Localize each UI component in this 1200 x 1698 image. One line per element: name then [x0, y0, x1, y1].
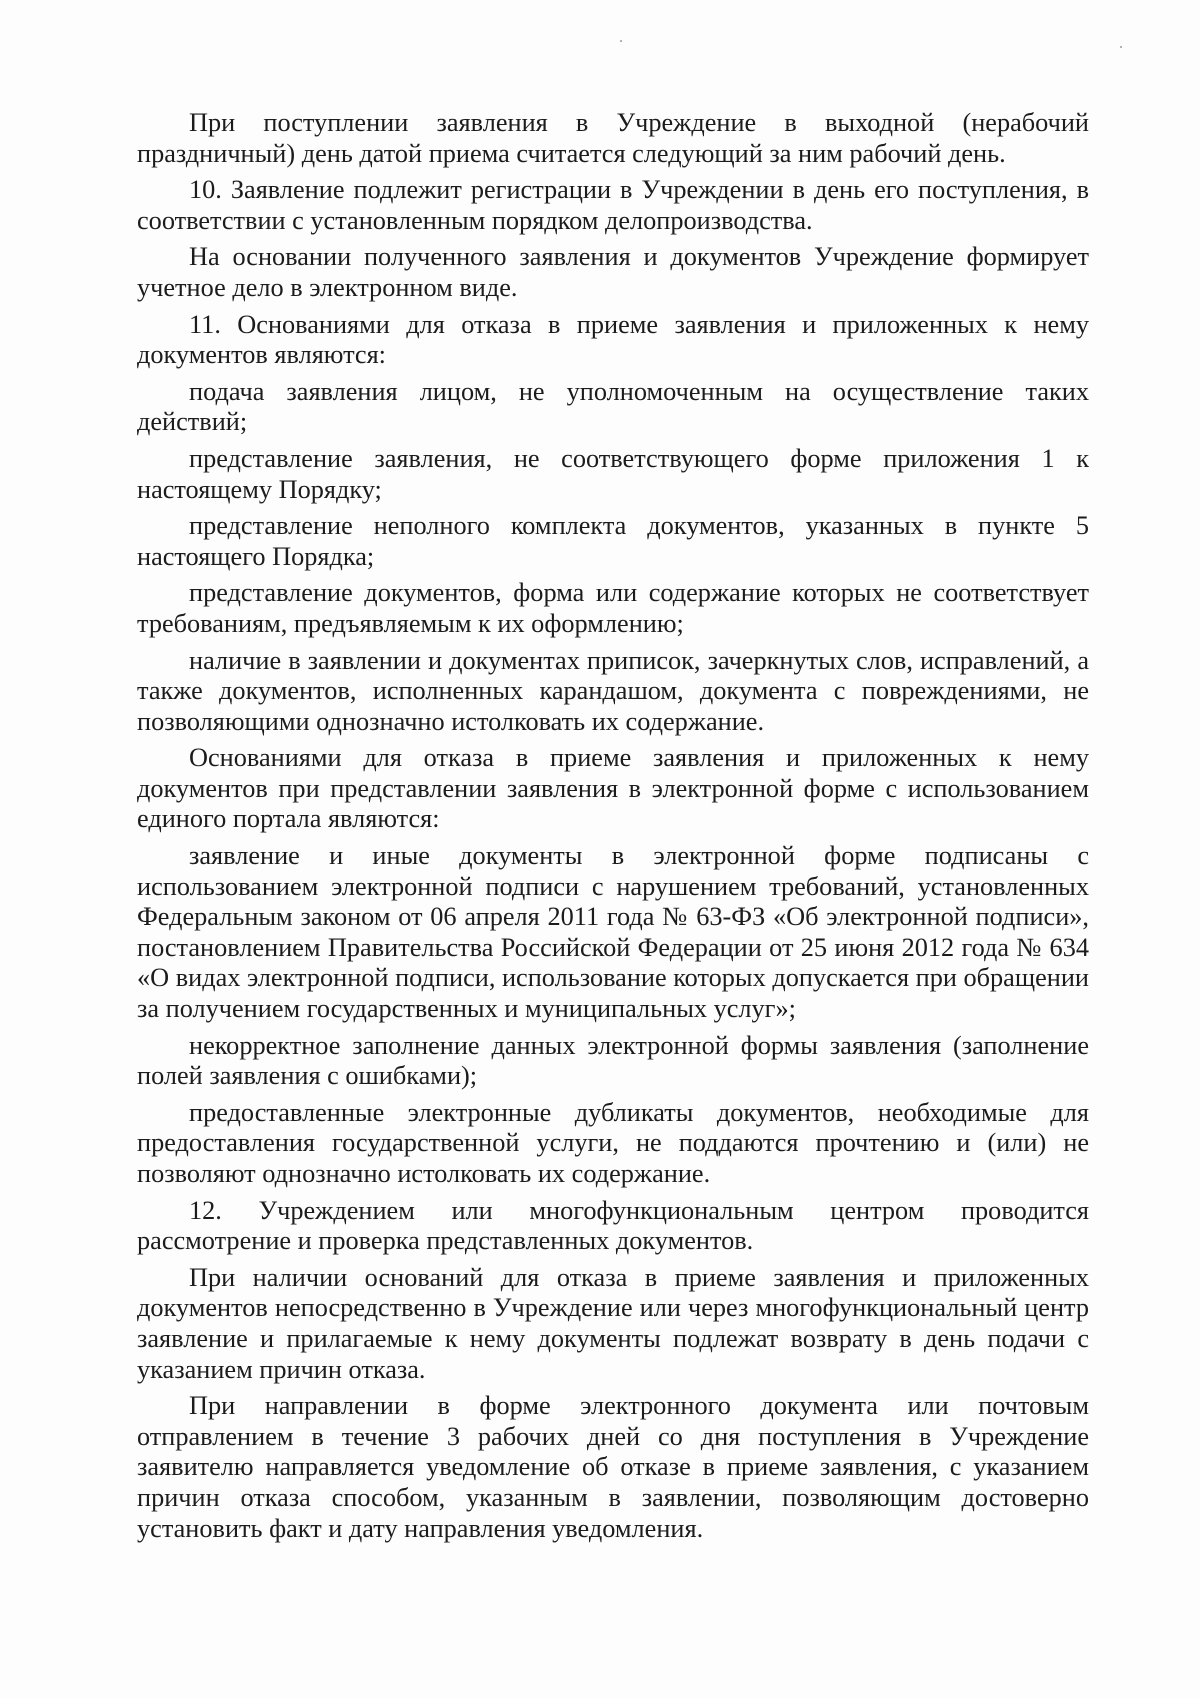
refusal-ground-unauthorized: подача заявления лицом, не уполномоченным на осуществление таких действий;: [137, 376, 1089, 437]
paragraph-holiday-receipt: При поступлении заявления в Учреждение в выходной (нерабочий праздничный) день датой приема считается следующий за ним рабочий день.: [137, 108, 1089, 168]
refusal-ground-noncompliant: представление документов, форма или содержание которых не соответствует требованиям, предъявляемым к их оформлению;: [137, 578, 1089, 638]
refusal-ground-corrections: наличие в заявлении и документах приписок, зачеркнутых слов, исправлений, а также документов, исполненных карандашом, документа с повреждениями, не позволяющими однозначно истолковать их содержание.: [137, 645, 1089, 736]
scan-speck: [620, 40, 622, 42]
paragraph-refusal-notice: При направлении в форме электронного документа или почтовым отправлением в течение 3 рабочих дней со дня поступления в Учреждение заявителю направляется уведомление об отказе в приеме заявления, с указанием причин отказа способом, указанным в заявлении, позволяющим достоверно установить факт и дату направления уведомления.: [137, 1391, 1089, 1543]
portal-ground-incorrect-form: некорректное заполнение данных электронной формы заявления (заполнение полей заявления с ошибками);: [137, 1030, 1089, 1091]
portal-ground-signature: заявление и иные документы в электронной форме подписаны с использованием электронной подписи с нарушением требований, установленных Федеральным законом от 06 апреля 2011 года № 63-ФЗ «Об электронной подписи», постановлением Правительства Российской Федерации от 25 июня 2012 года № 634 «О видах электронной подписи, использование которых допускается при обращении за получением государственных и муниципальных услуг»;: [137, 841, 1089, 1024]
refusal-ground-wrong-form: представление заявления, не соответствующего форме приложения 1 к настоящему Порядку;: [137, 443, 1089, 504]
refusal-ground-incomplete: представление неполного комплекта документов, указанных в пункте 5 настоящего Порядка;: [137, 511, 1089, 571]
scan-speck: [1120, 46, 1122, 48]
paragraph-electronic-case: На основании полученного заявления и документов Учреждение формирует учетное дело в электронном виде.: [137, 242, 1089, 302]
paragraph-return-documents: При наличии оснований для отказа в приеме заявления и приложенных документов непосредственно в Учреждение или через многофункциональный центр заявление и прилагаемые к нему документы подлежат возврату в день подачи с указанием причин отказа.: [137, 1262, 1089, 1384]
portal-ground-unreadable: предоставленные электронные дубликаты документов, необходимые для предоставления государственной услуги, не поддаются прочтению и (или) не позволяют однозначно истолковать их содержание.: [137, 1097, 1089, 1188]
paragraph-12-review: 12. Учреждением или многофункциональным центром проводится рассмотрение и проверка представленных документов.: [137, 1195, 1089, 1256]
paragraph-10-registration: 10. Заявление подлежит регистрации в Учреждении в день его поступления, в соответствии с установленным порядком делопроизводства.: [137, 175, 1089, 235]
paragraph-11-refusal-grounds: 11. Основаниями для отказа в приеме заявления и приложенных к нему документов являются:: [137, 309, 1089, 370]
paragraph-portal-refusal-grounds: Основаниями для отказа в приеме заявления и приложенных к нему документов при представлении заявления в электронной форме с использованием единого портала являются:: [137, 743, 1089, 834]
document-body: [137, 108, 1089, 1550]
